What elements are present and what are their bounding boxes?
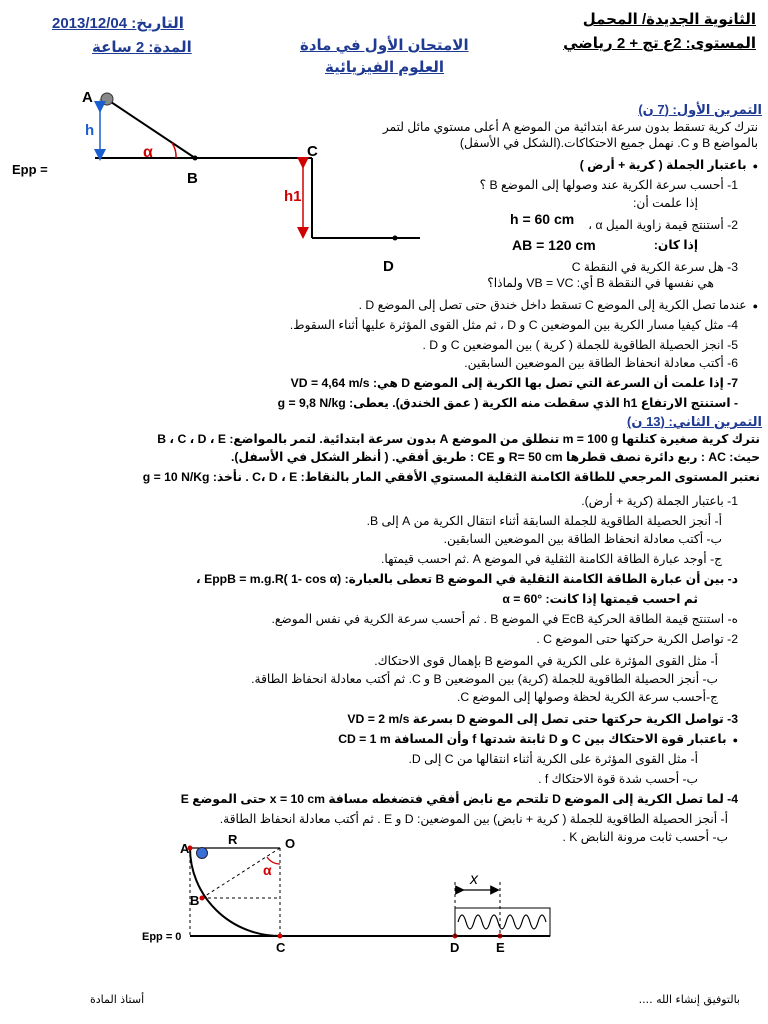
ex1-line-16: 7- إذا علمت أن السرعة التي تصل بها الكرية إلى الموضع D هي: VD = 4,64 m/s xyxy=(290,376,738,390)
label-a-2: A xyxy=(180,841,190,856)
ex2-line-17: أ- مثل القوى المؤثرة على الكرية أثناء انتقالها من C إلى D. xyxy=(408,752,698,766)
label-c: C xyxy=(307,143,318,160)
ex2-line-18: ب- أحسب شدة قوة الاحتكاك f . xyxy=(538,772,698,786)
ex1-line-10: 3- هل سرعة الكرية في النقطة C xyxy=(571,260,738,274)
ex2-line-6: ب- أكتب معادلة انحفاظ الطاقة بين الموضعين السابقين. xyxy=(443,532,722,546)
ex1-line-3: ● باعتبار الجملة ( كرية + أرض ) xyxy=(580,158,758,173)
label-h1: h1 xyxy=(284,188,302,205)
ex1-line-11: هي نفسها في النقطة B أي: VB = VC ولماذا؟ xyxy=(487,276,714,290)
spring-icon xyxy=(455,908,550,936)
exercise1-title: التمرين الأول: (7 ن) xyxy=(638,102,762,117)
label-o: O xyxy=(285,836,296,851)
ball-icon-2 xyxy=(197,848,208,859)
ex1-line-8: إذا كان: xyxy=(653,238,698,252)
ex2-line-19: 4- لما تصل الكرية إلى الموضع D تلتحم مع نابض أفقي فتضغطه مسافة x = 10 cm حتى الموضع E xyxy=(180,792,738,806)
ex1-line-7: 2- أستنتج قيمة زاوية الميل α ، xyxy=(588,218,738,232)
label-alpha: α xyxy=(143,144,153,161)
figure-quarter-circle-spring xyxy=(130,830,750,965)
ex1-line-4: 1- أحسب سرعة الكرية عند وصولها إلى الموضع B ؟ xyxy=(479,178,738,192)
ex2-line-5: أ- أنجز الحصيلة الطاقوية للجملة السابقة أثناء انتقال الكرية من A إلى B. xyxy=(366,514,722,528)
label-epp: Epp = xyxy=(12,162,48,177)
ex1-line-15: 6- أكتب معادلة انحفاظ الطاقة بين الموضعين السابقين. xyxy=(464,356,738,370)
footer-wish: بالتوفيق إنشاء الله .... xyxy=(638,993,740,1006)
label-a: A xyxy=(82,89,93,106)
ex2-line-13: ب- أنجز الحصيلة الطاقوية للجملة (كرية) بين الموضعين B و C. ثم أكتب معادلة انحفاظ الطاقة. xyxy=(251,672,718,686)
label-h: h xyxy=(85,122,95,139)
footer-teacher: أستاذ المادة xyxy=(90,993,145,1006)
label-epp-0: Epp = 0 xyxy=(142,931,182,943)
label-alpha-2: α xyxy=(263,862,272,878)
label-r: R xyxy=(228,832,238,847)
school-name: الثانوية الجديدة/ المحمل xyxy=(582,11,756,28)
ex1-line-13: 4- مثل كيفيا مسار الكرية بين الموضعين C و D ، ثم مثل القوى المؤثرة عليها أثناء السقوط. xyxy=(289,318,738,332)
ex2-line-15: 3- تواصل الكرية حركتها حتى تصل إلى الموضع D بسرعة VD = 2 m/s xyxy=(347,712,738,726)
exam-title-line2: العلوم الفيزيائية xyxy=(325,59,445,76)
ex2-line-21: ب- أحسب ثابت مرونة النابض K . xyxy=(562,830,728,844)
ex2-line-12: أ- مثل القوى المؤثرة على الكرية في الموضع B بإهمال قوى الاحتكاك. xyxy=(374,654,718,668)
label-d: D xyxy=(383,258,394,275)
point-c-dot xyxy=(278,934,283,939)
ex2-line-20: أ- أنجز الحصيلة الطاقوية للجملة ( كرية + نابض) بين الموضعين: D و E . ثم أكتب معادلة انحفاظ الطاقة. xyxy=(219,812,728,826)
ex2-line-3: نعتبر المستوى المرجعي للطاقة الكامنة الثقلية المستوي الأفقي المار بالنقاط: C، D ، E . نأخذ: g = 10 N/Kg xyxy=(142,470,760,484)
label-d-2: D xyxy=(450,940,460,955)
ex2-line-1: نترك كرية صغيرة كتلتها m = 100 g تنطلق من الموضع A بدون سرعة ابتدائية. لتمر بالمواضع: B ، C ، D ، E xyxy=(157,432,760,446)
ex2-line-2: حيث: AC : ربع دائرة نصف قطرها R= 50 cm و CE : طريق أفقي. ( أنظر الشكل في الأسفل). xyxy=(231,450,760,464)
ex2-line-7: ج- أوجد عبارة الطاقة الكامنة الثقلية في الموضع A .ثم احسب قيمتها. xyxy=(381,552,722,566)
label-b: B xyxy=(187,170,198,187)
ex1-line-2: بالمواضع B و C. نهمل جميع الاحتكاكات.(الشكل في الأسفل) xyxy=(459,136,758,150)
label-e: E xyxy=(496,940,505,955)
ex1-line-12: ● عندما تصل الكرية إلى الموضع C تسقط داخل خندق حتى تصل إلى الموضع D . xyxy=(359,298,758,313)
ex1-line-5: إذا علمت أن: xyxy=(632,196,698,210)
point-b-dot xyxy=(193,156,198,161)
figure-incline-trench xyxy=(0,85,420,275)
ex1-line-9: AB = 120 cm xyxy=(512,237,596,253)
ex1-line-1: نترك كرية تسقط بدون سرعة ابتدائية من الموضع A أعلى مستوي مائل لتمر xyxy=(382,120,758,134)
ex1-line-14: 5- انجز الحصيلة الطاقوية للجملة ( كرية ) بين الموضعين C و D . xyxy=(422,338,738,352)
ex2-line-11: 2- تواصل الكرية حركتها حتى الموضع C . xyxy=(536,632,738,646)
ex2-line-4: 1- باعتبار الجملة (كرية + أرض). xyxy=(581,494,738,508)
ex2-line-10: ه- استنتج قيمة الطاقة الحركية EcB في الموضع B . ثم أحسب سرعة الكرية في نفس الموضع. xyxy=(271,612,738,626)
ball-icon xyxy=(101,93,113,105)
ex1-line-6: h = 60 cm xyxy=(510,211,575,227)
label-b-2: B xyxy=(190,893,200,908)
point-d-dot xyxy=(393,236,398,241)
exam-duration: المدة: 2 ساعة xyxy=(92,39,192,56)
point-b-dot-2 xyxy=(200,896,205,901)
exam-title-line1: الامتحان الأول في مادة xyxy=(300,37,469,54)
ex2-line-14: ج-أحسب سرعة الكرية لحظة وصولها إلى الموضع C. xyxy=(456,690,718,704)
ex2-line-8: د- بين أن عبارة الطاقة الكامنة الثقلية في الموضع B تعطى بالعبارة: EppB = m.g.R( 1- cos α) ، xyxy=(196,572,738,586)
exam-date: التاريخ: 2013/12/04 xyxy=(52,15,184,32)
ex2-line-9: ثم احسب قيمتها إذا كانت: α = 60° xyxy=(502,592,698,606)
exercise2-title: التمرين الثاني: (13 ن) xyxy=(627,414,762,429)
label-x: x xyxy=(470,871,478,888)
ex2-line-16: ● باعتبار قوة الاحتكاك بين C و D ثابتة شدتها f وأن المسافة CD = 1 m xyxy=(338,732,738,747)
ex1-line-17: - استنتج الارتفاع h1 الذي سقطت منه الكرية ( عمق الخندق). يعطى: g = 9,8 N/kg xyxy=(277,396,738,410)
level-label: المستوى: 2ع تج + 2 رياضي xyxy=(563,35,756,52)
label-c-2: C xyxy=(276,940,286,955)
